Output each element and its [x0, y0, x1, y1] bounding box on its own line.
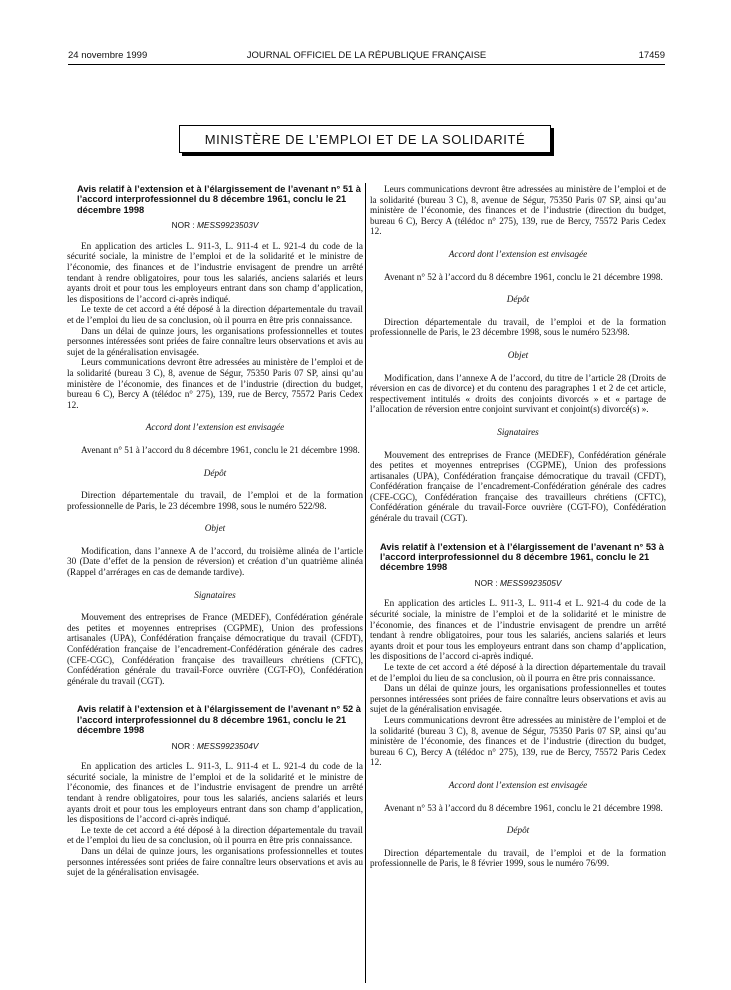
avis-51-paragraph: Dans un délai de quinze jours, les organisations professionnelles et toutes personnes intéressées sont priées de faire connaître leurs observations et avis au sujet de la généralisation envisagée.	[67, 325, 363, 357]
section-heading-signataires: Signataires	[497, 426, 539, 437]
nor-code: MESS9923503V	[197, 220, 259, 231]
avis-53-paragraph: Le texte de cet accord a été déposé à la direction départementale du travail et de l’emploi du lieu de sa conclusion, où il pourra en être pris connaissance.	[370, 662, 666, 683]
avis-52-paragraph: En application des articles L. 911-3, L. 911-4 et L. 921-4 du code de la sécurité sociale, la ministre de l’emploi et de la solidarité et le ministre de l’économie, des finances et de l’industrie envisagent de prendre un arrêté tendant à rendre obligatoires, pour tous les salariés, anciens salariés et leurs ayants droit et pour tous les employeurs entrant dans son champ d’application, les dispositions de l’accord ci-après indiqué.	[67, 761, 363, 825]
section-heading-accord: Accord dont l’extension est envisagée	[145, 422, 285, 433]
nor-code: MESS9923504V	[197, 740, 259, 751]
page-header	[68, 50, 665, 64]
header-rule	[68, 64, 665, 65]
header-journal-title: JOURNAL OFFICIEL DE LA RÉPUBLIQUE FRANÇAISE	[246, 50, 487, 61]
avis-52-signataires: Mouvement des entreprises de France (MEDEF), Confédération générale des petites et moyennes entreprises (CGPME), Union des professions artisanales (UPA), Confédération française démocratique du travail (CFDT), Confédération française de l’encadrement-Confédération générale des cadres (CFE-CGC), Confédération française des travailleurs chrétiens (CFTC), Confédération générale du travail-Force ouvrière (CGT-FO), Confédération générale du travail (CGT).	[370, 449, 666, 524]
section-heading-objet: Objet	[204, 523, 226, 534]
avis-51-title: Avis relatif à l’extension et à l’élargissement de l’avenant n° 51 à l’accord interprofessionnel du 8 décembre 1961, conclu le 21 décembre 1998	[77, 184, 361, 215]
section-heading-depot: Dépôt	[506, 825, 530, 836]
nor-label: NOR :	[474, 577, 498, 588]
avis-51-paragraph: En application des articles L. 911-3, L. 911-4 et L. 921-4 du code de la sécurité sociale, la ministre de l’emploi et de la solidarité et le ministre de l’économie, des finances et de l’industrie envisagent de prendre un arrêté tendant à rendre obligatoires, pour tous les salariés, anciens salariés et leurs ayants droit et pour tous les employeurs entrant dans son champ d’application, les dispositions de l’accord ci-après indiqué.	[67, 240, 363, 304]
avis-52-accord: Avenant n° 52 à l’accord du 8 décembre 1961, conclu le 21 décembre 1998.	[384, 271, 663, 282]
header-page-number: 17459	[638, 50, 665, 61]
avis-53-paragraph: En application des articles L. 911-3, L. 911-4 et L. 921-4 du code de la sécurité sociale, la ministre de l’emploi et de la solidarité et le ministre de l’économie, des finances et de l’industrie envisagent de prendre un arrêté tendant à rendre obligatoires, pour tous les salariés, anciens salariés et leurs ayants droit et pour tous les employeurs entrant dans son champ d’application, les dispositions de l’accord ci-après indiqué.	[370, 598, 666, 662]
avis-52-title: Avis relatif à l’extension et à l’élargissement de l’avenant n° 52 à l’accord interprofessionnel du 8 décembre 1961, conclu le 21 décembre 1998	[77, 704, 361, 736]
avis-52-paragraph: Le texte de cet accord a été déposé à la direction départementale du travail et de l’emploi du lieu de sa conclusion, où il pourra en être pris connaissance.	[67, 824, 363, 846]
avis-51-nor	[67, 220, 363, 231]
section-heading-accord: Accord dont l’extension est envisagée	[448, 779, 588, 790]
nor-code: MESS9923505V	[500, 577, 562, 588]
nor-label: NOR :	[171, 220, 195, 231]
avis-51-paragraph: Le texte de cet accord a été déposé à la direction départementale du travail et de l’emploi du lieu de sa conclusion, où il pourra en être pris connaissance.	[67, 304, 363, 325]
avis-53-paragraph: Leurs communications devront être adressées au ministère de l’emploi et de la solidarité (bureau 3 C), 8, avenue de Ségur, 75350 Paris 07 SP, ainsi qu’au ministère de l’économie, des finances et de l’industrie (direction du budget, bureau 6 C), Bercy A (télédoc n° 275), 139, rue de Bercy, 75572 Paris Cedex 12.	[370, 715, 666, 768]
avis-53-nor	[370, 578, 666, 589]
avis-52-paragraph: Dans un délai de quinze jours, les organisations professionnelles et toutes personnes intéressées sont priées de faire connaître leurs observations et avis au sujet de la généralisation envisagée.	[67, 845, 363, 878]
section-heading-depot: Dépôt	[203, 467, 227, 478]
column-divider	[365, 183, 366, 983]
left-column	[67, 184, 363, 878]
avis-51-depot: Direction départementale du travail, de l’emploi et de la formation professionnelle de Paris, le 23 décembre 1998, sous le numéro 522/98.	[67, 490, 363, 511]
section-heading-objet: Objet	[507, 349, 529, 360]
avis-51-accord: Avenant n° 51 à l’accord du 8 décembre 1961, conclu le 21 décembre 1998.	[81, 444, 360, 455]
header-date: 24 novembre 1999	[68, 50, 148, 61]
avis-52-paragraph: Leurs communications devront être adressées au ministère de l’emploi et de la solidarité (bureau 3 C), 8, avenue de Ségur, 75350 Paris 07 SP, ainsi qu’au ministère de l’économie, des finances et de l’industrie (direction du budget, bureau 6 C), Bercy A (télédoc n° 275), 139, rue de Bercy, 75572 Paris Cedex 12.	[370, 184, 666, 237]
right-column	[370, 184, 666, 869]
nor-label: NOR :	[171, 740, 195, 751]
section-heading-accord: Accord dont l’extension est envisagée	[448, 248, 588, 259]
section-heading-signataires: Signataires	[194, 589, 236, 600]
avis-52-depot: Direction départementale du travail, de l’emploi et de la formation professionnelle de Paris, le 23 décembre 1998, sous le numéro 523/98.	[370, 316, 666, 338]
avis-53-paragraph: Dans un délai de quinze jours, les organisations professionnelles et toutes personnes intéressées sont priées de faire connaître leurs observations et avis au sujet de la généralisation envisagée.	[370, 683, 666, 715]
avis-52-nor	[67, 741, 363, 752]
avis-53-accord: Avenant n° 53 à l’accord du 8 décembre 1961, conclu le 21 décembre 1998.	[384, 802, 663, 813]
avis-53-title: Avis relatif à l’extension et à l’élargissement de l’avenant n° 53 à l’accord interprofessionnel du 8 décembre 1961, conclu le 21 décembre 1998	[380, 541, 664, 573]
section-heading-depot: Dépôt	[506, 294, 530, 305]
ministry-heading: MINISTÈRE DE L’EMPLOI ET DE LA SOLIDARITÉ	[179, 125, 551, 153]
avis-51-objet: Modification, dans l’annexe A de l’accord, du troisième alinéa de l’article 30 (Date d’effet de la pension de réversion) et création d’un quatrième alinéa (Rappel d’arrérages en cas de demande tardive).	[67, 545, 363, 578]
avis-51-signataires: Mouvement des entreprises de France (MEDEF), Confédération générale des petites et moyennes entreprises (CGPME), Union des professions artisanales (UPA), Confédération française démocratique du travail (CFDT), Confédération française de l’encadrement-Confédération générale des cadres (CFE-CGC), Confédération française des travailleurs chrétiens (CFTC), Confédération générale du travail-Force ouvrière (CGT-FO), Confédération générale du travail (CGT).	[67, 612, 363, 686]
avis-52-objet: Modification, dans l’annexe A de l’accord, du titre de l’article 28 (Droits de réversion en cas de divorce) et du contenu des paragraphes 1 et 2 de cet article, respectivement intitulés « droits des conjoints divorcés » et « partage de l’allocation de réversion entre conjoint survivant et conjoint(s) divorcé(s) ».	[370, 372, 666, 415]
avis-53-depot: Direction départementale du travail, de l’emploi et de la formation professionnelle de Paris, le 8 février 1999, sous le numéro 76/99.	[370, 847, 666, 869]
avis-51-paragraph: Leurs communications devront être adressées au ministère de l’emploi et de la solidarité (bureau 3 C), 8, avenue de Ségur, 75350 Paris 07 SP, ainsi qu’au ministère de l’économie, des finances et de l’industrie (direction du budget, bureau 6 C), Bercy A (télédoc n° 275), 139, rue de Bercy, 75572 Paris Cedex 12.	[67, 357, 363, 410]
